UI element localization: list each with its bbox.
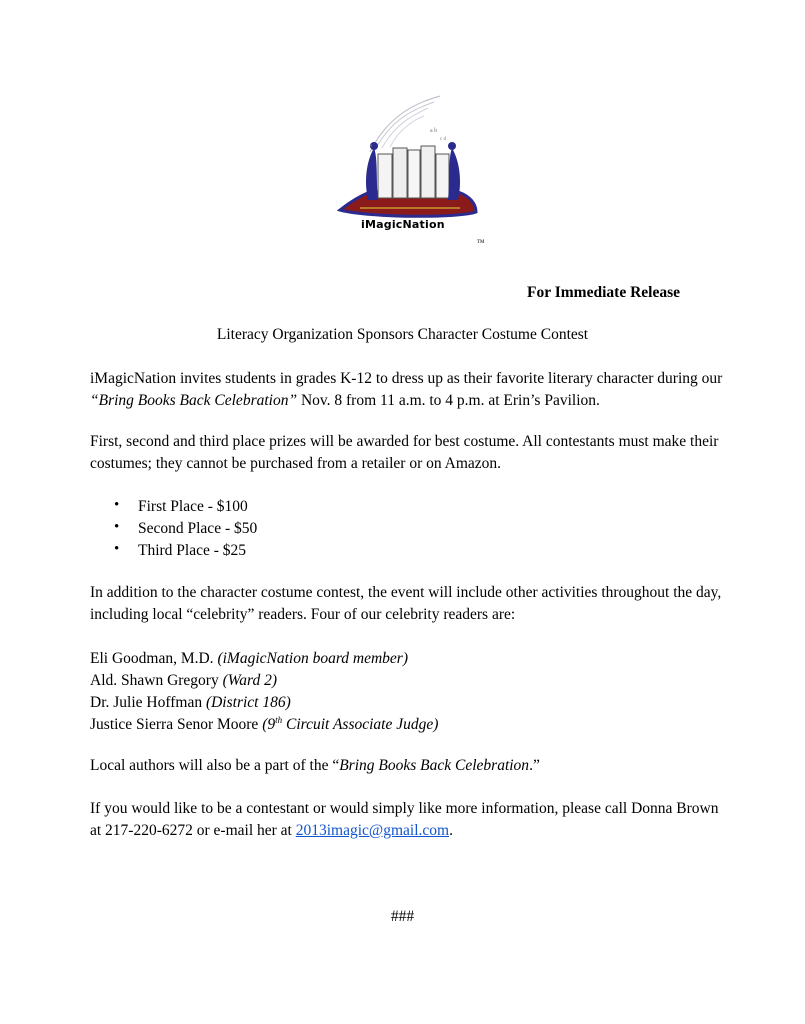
bullet-icon: • — [114, 541, 120, 557]
reader-role: (District 186) — [205, 694, 291, 711]
prizes-paragraph: First, second and third place prizes will be awarded for best costume. All contestants must make their costumes; they cannot be purchased from a retailer or on Amazon. — [90, 433, 719, 472]
imagicnation-logo-icon — [330, 92, 480, 232]
list-item — [90, 648, 730, 670]
reader-name: Eli Goodman, M.D. — [90, 650, 218, 667]
end-mark: ### — [390, 908, 415, 925]
contact-text: If you would like to be a contestant or would simply like more information, please call Donna Brown at 217-220-6272 or e-mail her at — [90, 800, 719, 839]
authors-text: Local authors will also be a part of the “ — [90, 757, 340, 774]
reader-name: Dr. Julie Hoffman — [90, 694, 206, 711]
intro-text-end: Nov. 8 from 11 a.m. to 4 p.m. at Erin’s Pavilion. — [297, 392, 600, 409]
authors-text-end: .” — [529, 757, 540, 774]
prize-list — [90, 496, 730, 562]
logo-wordmark: iMagicNation — [361, 218, 445, 231]
bullet-icon: • — [114, 497, 120, 513]
list-item — [90, 670, 730, 692]
release-label: For Immediate Release — [527, 284, 680, 301]
list-item — [90, 518, 730, 540]
list-item — [90, 496, 730, 518]
prize-label: Third Place - $25 — [138, 542, 247, 559]
reader-role: (iMagicNation board member) — [217, 650, 409, 667]
intro-paragraph — [90, 368, 730, 412]
reader-role: (Ward 2) — [222, 672, 277, 689]
activities-paragraph: In addition to the character costume contest, the event will include other activities throughout the day, including local “celebrity” readers. Four of our celebrity readers are: — [90, 584, 722, 623]
reader-role — [262, 716, 438, 733]
email-link[interactable]: 2013imagic@gmail.com — [295, 822, 450, 839]
bullet-icon: • — [114, 519, 120, 535]
trademark-mark: TM — [477, 240, 485, 245]
reader-name: Justice Sierra Senor Moore — [90, 716, 263, 733]
list-item — [90, 692, 730, 714]
reader-list — [90, 648, 730, 736]
contact-text-end: . — [449, 822, 453, 839]
list-item — [90, 714, 730, 736]
svg-text:a b: a b — [430, 128, 438, 134]
event-name: Bring Books Back Celebration — [339, 757, 530, 774]
svg-text:c d: c d — [440, 137, 446, 142]
reader-role-end: Circuit Associate Judge) — [282, 716, 439, 733]
headline: Literacy Organization Sponsors Character Costume Contest — [216, 326, 589, 343]
intro-text: iMagicNation invites students in grades K-12 to dress up as their favorite literary character during our — [90, 370, 723, 387]
prize-label: Second Place - $50 — [138, 520, 258, 537]
authors-paragraph — [90, 755, 730, 777]
reader-name: Ald. Shawn Gregory — [90, 672, 223, 689]
reader-role-start: (9 — [262, 716, 276, 733]
list-item — [90, 540, 730, 562]
svg-text:*: * — [370, 145, 373, 150]
prize-label: First Place - $100 — [138, 498, 248, 515]
contact-paragraph — [90, 798, 730, 842]
ordinal-suffix: th — [275, 714, 283, 725]
event-name: “Bring Books Back Celebration” — [90, 392, 298, 409]
